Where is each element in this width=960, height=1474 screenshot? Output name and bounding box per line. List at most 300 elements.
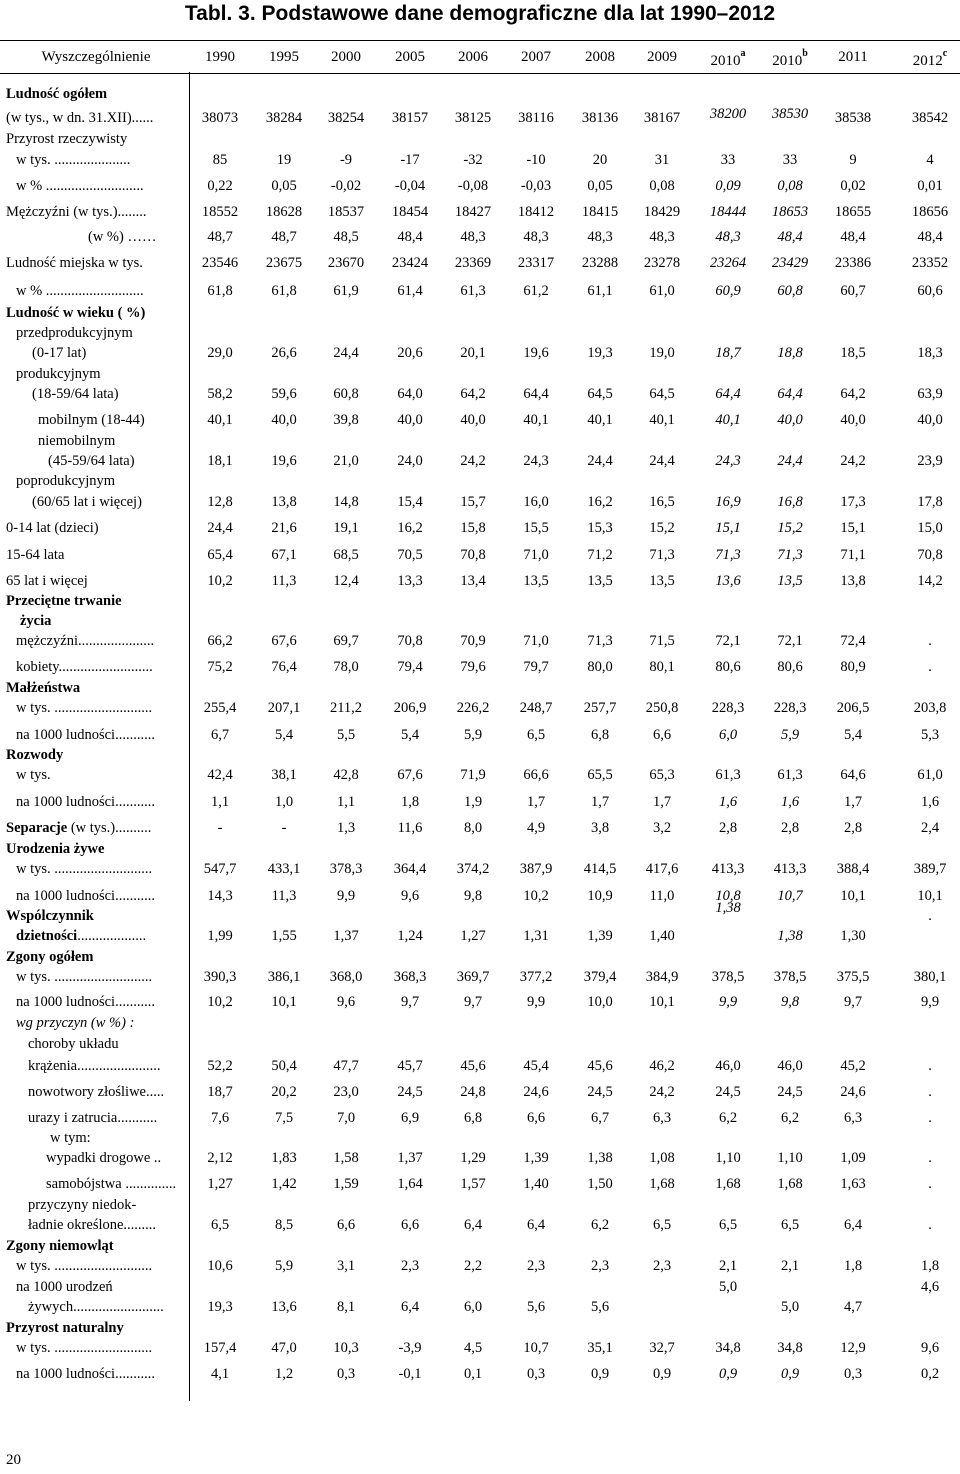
table-cell: 8,5 [274, 1217, 294, 1233]
table-cell: 18412 [517, 204, 555, 220]
row-label-bold: dzietności [16, 928, 78, 944]
table-cell: 378,3 [329, 861, 363, 877]
table-cell: 4,7 [843, 1299, 863, 1315]
table-cell: 40,1 [587, 412, 613, 428]
table-cell: 3,2 [652, 820, 672, 836]
table-cell: 2,3 [590, 1258, 610, 1274]
table-cell: 2,3 [400, 1258, 420, 1274]
row-label: kobiety.......................... [16, 659, 153, 675]
table-cell: 66,2 [207, 633, 233, 649]
table-cell: 24,3 [523, 453, 549, 469]
table-cell: 42,8 [333, 767, 359, 783]
table-cell: 389,7 [913, 861, 947, 877]
table-cell: 157,4 [203, 1340, 237, 1356]
table-cell: 13,4 [460, 573, 486, 589]
table-cell: 5,6 [590, 1299, 610, 1315]
table-cell: . [928, 1217, 932, 1233]
table-row [0, 1195, 960, 1215]
table-cell: 16,2 [587, 494, 613, 510]
table-cell: 6,3 [843, 1110, 863, 1126]
table-cell: 60,8 [777, 283, 803, 299]
table-row [0, 323, 960, 343]
table-cell: 1,24 [397, 928, 423, 944]
table-row [0, 1364, 960, 1384]
table-cell: 52,2 [207, 1058, 233, 1074]
table-cell: 70,8 [460, 547, 486, 563]
table-row [0, 1256, 960, 1276]
table-cell: 76,4 [271, 659, 297, 675]
table-cell: 1,37 [397, 1150, 423, 1166]
table-cell: 47,0 [271, 1340, 297, 1356]
table-cell: 10,6 [207, 1258, 233, 1274]
table-cell: 65,4 [207, 547, 233, 563]
table-cell: 10,9 [587, 888, 613, 904]
table-cell: 2,8 [843, 820, 863, 836]
row-label: mobilnym (18-44) [38, 412, 145, 428]
table-cell: 24,4 [333, 345, 359, 361]
table-cell: 9,6 [336, 994, 356, 1010]
table-row [0, 1013, 960, 1033]
table-cell: 20,2 [271, 1084, 297, 1100]
table-cell: 48,7 [271, 229, 297, 245]
table-cell: 45,6 [460, 1058, 486, 1074]
row-label: Przyrost naturalny [6, 1320, 124, 1336]
table-cell: 1,38 [777, 928, 803, 944]
row-label: niemobilnym [38, 433, 116, 449]
table-cell: 38073 [201, 110, 239, 126]
table-cell: 61,3 [460, 283, 486, 299]
table-cell: 9,7 [400, 994, 420, 1010]
table-cell: 413,3 [773, 861, 807, 877]
table-cell: 1,7 [526, 794, 546, 810]
header-year-text: 1990 [205, 49, 235, 65]
table-cell: 38116 [518, 110, 554, 126]
table-cell: 388,4 [836, 861, 870, 877]
table-cell: 1,50 [587, 1176, 613, 1192]
row-label: Przyrost rzeczywisty [6, 131, 128, 147]
table-cell: 50,4 [271, 1058, 297, 1074]
table-cell: 206,9 [393, 700, 427, 716]
table-row [0, 281, 960, 301]
table-cell: 71,0 [523, 633, 549, 649]
header-year-text: 2008 [585, 49, 615, 65]
table-cell: 1,27 [207, 1176, 233, 1192]
table-cell: 15,2 [649, 520, 675, 536]
table-cell: 255,4 [203, 700, 237, 716]
table-cell: 1,27 [460, 928, 486, 944]
table-cell: 80,9 [840, 659, 866, 675]
table-cell: 1,08 [649, 1150, 675, 1166]
table-row [0, 471, 960, 491]
table-row [0, 202, 960, 222]
table-cell: 40,0 [460, 412, 486, 428]
table-cell: 18,3 [917, 345, 943, 361]
table-cell: 13,5 [777, 573, 803, 589]
table-cell: 11,0 [649, 888, 675, 904]
table-cell: 71,3 [715, 547, 741, 563]
table-cell: 387,9 [519, 861, 553, 877]
table-cell: 6,6 [336, 1217, 356, 1233]
row-label-rest: (w tys.).......... [67, 820, 152, 836]
table-cell: 69,7 [333, 633, 359, 649]
table-cell: 38200 [709, 106, 747, 122]
table-cell: 12,4 [333, 573, 359, 589]
table-cell: 18655 [834, 204, 872, 220]
table-cell: 8,1 [336, 1299, 356, 1315]
header-year [253, 41, 315, 73]
table-cell: 378,5 [711, 969, 745, 985]
table-cell: -9 [339, 152, 353, 168]
header-year [442, 41, 504, 73]
table-header [0, 40, 960, 74]
table-cell: 67,6 [397, 767, 423, 783]
table-cell: 39,8 [333, 412, 359, 428]
table-cell: 211,2 [329, 700, 363, 716]
table-cell: 48,3 [649, 229, 675, 245]
table-cell: 18552 [201, 204, 239, 220]
row-label: Rozwody [6, 747, 64, 763]
table-cell: 61,3 [715, 767, 741, 783]
table-cell: 70,8 [917, 547, 943, 563]
table-cell: 38254 [327, 110, 365, 126]
table-cell: 80,6 [777, 659, 803, 675]
table-row [0, 431, 960, 451]
table-row [0, 1215, 960, 1235]
table-cell: 6,5 [652, 1217, 672, 1233]
table-cell: -10 [526, 152, 546, 168]
table-cell: 13,6 [715, 573, 741, 589]
table-cell: 10,1 [649, 994, 675, 1010]
table-cell: 40,0 [397, 412, 423, 428]
table-cell: 16,5 [649, 494, 675, 510]
table-cell: 1,55 [271, 928, 297, 944]
row-label: choroby układu [28, 1036, 119, 1052]
table-cell: 24,4 [207, 520, 233, 536]
table-row [0, 611, 960, 631]
table-row [0, 1277, 960, 1297]
table-row [0, 451, 960, 471]
table-cell: 11,3 [271, 888, 297, 904]
table-cell: 66,6 [523, 767, 549, 783]
row-label: w tys. ........................... [16, 1340, 153, 1356]
table-cell: 79,6 [460, 659, 486, 675]
header-footnote-mark: c [942, 48, 948, 59]
row-label: wg przyczyn (w %) : [16, 1015, 135, 1031]
table-cell: 24,6 [840, 1084, 866, 1100]
table-cell: 23670 [327, 255, 365, 271]
table-cell: 64,4 [715, 386, 741, 402]
table-cell: 12,8 [207, 494, 233, 510]
table-cell: 4,9 [526, 820, 546, 836]
row-label: 15-64 lata [6, 547, 65, 563]
table-cell: 15,0 [917, 520, 943, 536]
table-cell: 15,2 [777, 520, 803, 536]
table-cell: 0,9 [718, 1366, 738, 1382]
table-cell: 1,58 [333, 1150, 359, 1166]
header-year-text: 1995 [269, 49, 299, 65]
table-cell: 5,9 [274, 1258, 294, 1274]
table-cell: 4,6 [920, 1279, 940, 1295]
row-label: (18-59/64 lata) [32, 386, 119, 402]
table-cell: 18444 [709, 204, 747, 220]
table-cell: 0,05 [587, 178, 613, 194]
table-cell: -0,04 [394, 178, 426, 194]
table-cell: 64,4 [523, 386, 549, 402]
table-row [0, 1318, 960, 1338]
table-cell: 1,8 [400, 794, 420, 810]
header-year [822, 41, 884, 73]
table-cell: 6,5 [526, 727, 546, 743]
table-row [0, 725, 960, 745]
table-cell: 65,5 [587, 767, 613, 783]
table-cell: 9,6 [400, 888, 420, 904]
table-cell: 1,29 [460, 1150, 486, 1166]
table-row [0, 364, 960, 384]
table-cell: 6,5 [780, 1217, 800, 1233]
table-cell: 1,8 [843, 1258, 863, 1274]
table-cell: 71,3 [649, 547, 675, 563]
row-label: w % ........................... [16, 283, 144, 299]
table-cell: . [928, 633, 932, 649]
table-cell: 13,5 [587, 573, 613, 589]
table-cell: 23424 [391, 255, 429, 271]
row-label: (w tys., w dn. 31.XII)...... [6, 110, 154, 126]
table-cell: 80,6 [715, 659, 741, 675]
table-cell: . [928, 1150, 932, 1166]
header-year [569, 41, 631, 73]
table-cell: 6,4 [526, 1217, 546, 1233]
table-cell: 24,4 [587, 453, 613, 469]
table-cell: 1,2 [274, 1366, 294, 1382]
table-cell: 10,1 [271, 994, 297, 1010]
table-row [0, 253, 960, 273]
table-cell: 20,1 [460, 345, 486, 361]
table-row [0, 947, 960, 967]
table-cell: 4 [926, 152, 934, 168]
table-cell: 15,3 [587, 520, 613, 536]
table-cell: 2,8 [718, 820, 738, 836]
table-cell: 11,3 [271, 573, 297, 589]
table-cell: 67,6 [271, 633, 297, 649]
table-cell: 16,8 [777, 494, 803, 510]
table-cell: 18,8 [777, 345, 803, 361]
table-cell: 18415 [581, 204, 619, 220]
table-cell: 85 [212, 152, 228, 168]
table-cell: 40,0 [917, 412, 943, 428]
table-cell: 23386 [834, 255, 872, 271]
table-cell: 0,9 [780, 1366, 800, 1382]
table-row [0, 571, 960, 591]
table-row [0, 678, 960, 698]
table-cell: 10,2 [523, 888, 549, 904]
table-cell: 11,6 [397, 820, 423, 836]
table-cell: 6,8 [463, 1110, 483, 1126]
table-row [0, 591, 960, 611]
table-cell: 19,3 [587, 345, 613, 361]
table-row [0, 765, 960, 785]
table-cell: 61,0 [649, 283, 675, 299]
table-cell: 48,3 [460, 229, 486, 245]
row-label [0, 818, 192, 838]
header-year-text: 2009 [647, 49, 677, 65]
table-cell: 6,5 [210, 1217, 230, 1233]
table-cell: 40,0 [777, 412, 803, 428]
header-footnote-mark: b [802, 48, 808, 59]
row-label: na 1000 ludności........... [16, 1366, 155, 1382]
table-cell: 5,3 [920, 727, 940, 743]
table-cell: 0,22 [207, 178, 233, 194]
table-cell: 34,8 [777, 1340, 803, 1356]
table-cell: 20 [592, 152, 608, 168]
table-cell: 0,02 [840, 178, 866, 194]
header-year [899, 41, 960, 73]
table-cell: 18429 [643, 204, 681, 220]
table-cell: 2,3 [652, 1258, 672, 1274]
row-label: na 1000 ludności........... [16, 727, 155, 743]
table-cell: 413,3 [711, 861, 745, 877]
table-cell: 377,2 [519, 969, 553, 985]
table-cell: 6,4 [843, 1217, 863, 1233]
table-cell: 1,37 [333, 928, 359, 944]
table-cell: 60,7 [840, 283, 866, 299]
table-cell: 48,4 [840, 229, 866, 245]
table-cell: 24,5 [777, 1084, 803, 1100]
table-cell: 368,0 [329, 969, 363, 985]
table-cell: 15,5 [523, 520, 549, 536]
table-cell: 34,8 [715, 1340, 741, 1356]
row-label: mężczyźni..................... [16, 633, 155, 649]
table-cell: 24,6 [523, 1084, 549, 1100]
table-cell: 45,2 [840, 1058, 866, 1074]
table-cell: 24,8 [460, 1084, 486, 1100]
table-cell: 13,3 [397, 573, 423, 589]
row-label-bold: Separacje [6, 820, 68, 836]
row-label: 0-14 lat (dzieci) [6, 520, 99, 536]
table-cell: 23675 [265, 255, 303, 271]
table-cell: 38125 [454, 110, 492, 126]
table-cell: 1,57 [460, 1176, 486, 1192]
table-cell: 7,0 [336, 1110, 356, 1126]
table-cell: 6,6 [526, 1110, 546, 1126]
table-row [0, 1148, 960, 1168]
row-label: na 1000 ludności........... [16, 994, 155, 1010]
row-label: ładnie określone......... [28, 1217, 157, 1233]
table-cell: 2,12 [207, 1150, 233, 1166]
table-cell: 48,3 [587, 229, 613, 245]
table-cell: 24,5 [587, 1084, 613, 1100]
header-year-text: 2006 [458, 49, 488, 65]
row-label: samobójstwa .............. [46, 1176, 177, 1192]
table-cell: 9,8 [780, 994, 800, 1010]
table-cell: 24,2 [649, 1084, 675, 1100]
table-cell: 40,1 [715, 412, 741, 428]
row-label [0, 926, 202, 946]
row-label: Wspólczynnik [6, 908, 94, 924]
table-cell: 67,1 [271, 547, 297, 563]
table-cell: 417,6 [645, 861, 679, 877]
table-title: Tabl. 3. Podstawowe dane demograficzne dla lat 1990–2012 [184, 2, 776, 25]
table-cell: 0,3 [526, 1366, 546, 1382]
table-cell: -17 [400, 152, 420, 168]
table-cell: 1,7 [590, 794, 610, 810]
table-cell: 61,8 [271, 283, 297, 299]
table-cell: 18628 [265, 204, 303, 220]
table-cell: 13,8 [840, 573, 866, 589]
table-cell: 71,0 [523, 547, 549, 563]
row-label: Ludność w wieku ( %) [6, 305, 146, 321]
table-cell: 4,1 [210, 1366, 230, 1382]
table-cell: 10,2 [207, 573, 233, 589]
table-cell: 70,5 [397, 547, 423, 563]
table-cell: 46,0 [715, 1058, 741, 1074]
table-cell: 1,1 [336, 794, 356, 810]
table-cell: 40,1 [523, 412, 549, 428]
row-label: w tys. ........................... [16, 1258, 153, 1274]
table-row [0, 657, 960, 677]
table-cell: -0,02 [330, 178, 362, 194]
table-cell: 61,0 [917, 767, 943, 783]
table-cell: 10,1 [840, 888, 866, 904]
table-cell: 17,3 [840, 494, 866, 510]
table-cell: 1,63 [840, 1176, 866, 1192]
table-cell: 64,0 [397, 386, 423, 402]
table-cell: 48,7 [207, 229, 233, 245]
table-cell: 1,3 [336, 820, 356, 836]
table-row [0, 967, 960, 987]
row-label: na 1000 ludności........... [16, 888, 155, 904]
table-cell: 38157 [391, 110, 429, 126]
table-cell: 72,1 [715, 633, 741, 649]
table-cell: 40,0 [840, 412, 866, 428]
table-cell: 23,9 [917, 453, 943, 469]
row-label: (60/65 lat i więcej) [32, 494, 142, 510]
row-label: 65 lat i więcej [6, 573, 88, 589]
table-cell: 1,83 [271, 1150, 297, 1166]
table-cell: 48,4 [917, 229, 943, 245]
table-cell: -3,9 [398, 1340, 422, 1356]
row-label: na 1000 urodzeń [16, 1279, 113, 1295]
table-cell: 9,7 [463, 994, 483, 1010]
table-cell: 71,5 [649, 633, 675, 649]
header-year-text: 2011 [838, 49, 868, 65]
table-cell: 61,8 [207, 283, 233, 299]
table-cell: 24,5 [715, 1084, 741, 1100]
table-cell: 1,40 [523, 1176, 549, 1192]
table-row [0, 150, 960, 170]
table-cell: 6,3 [652, 1110, 672, 1126]
table-cell: 9,9 [718, 994, 738, 1010]
table-cell: 13,5 [523, 573, 549, 589]
table-cell: 1,10 [777, 1150, 803, 1166]
table-cell: 63,9 [917, 386, 943, 402]
table-cell: 368,3 [393, 969, 427, 985]
table-cell: 9,9 [920, 994, 940, 1010]
row-label: życia [20, 613, 52, 629]
table-cell: 8,0 [463, 820, 483, 836]
table-cell: 75,2 [207, 659, 233, 675]
table-cell: 18,5 [840, 345, 866, 361]
table-cell: 1,7 [843, 794, 863, 810]
table-row [0, 129, 960, 149]
table-cell: 18427 [454, 204, 492, 220]
header-year [697, 41, 759, 73]
table-cell: 5,0 [718, 1279, 738, 1295]
table-cell: 13,8 [271, 494, 297, 510]
table-cell: 1,0 [274, 794, 294, 810]
table-cell: 78,0 [333, 659, 359, 675]
table-cell: 0,3 [336, 1366, 356, 1382]
table-cell: 61,9 [333, 283, 359, 299]
